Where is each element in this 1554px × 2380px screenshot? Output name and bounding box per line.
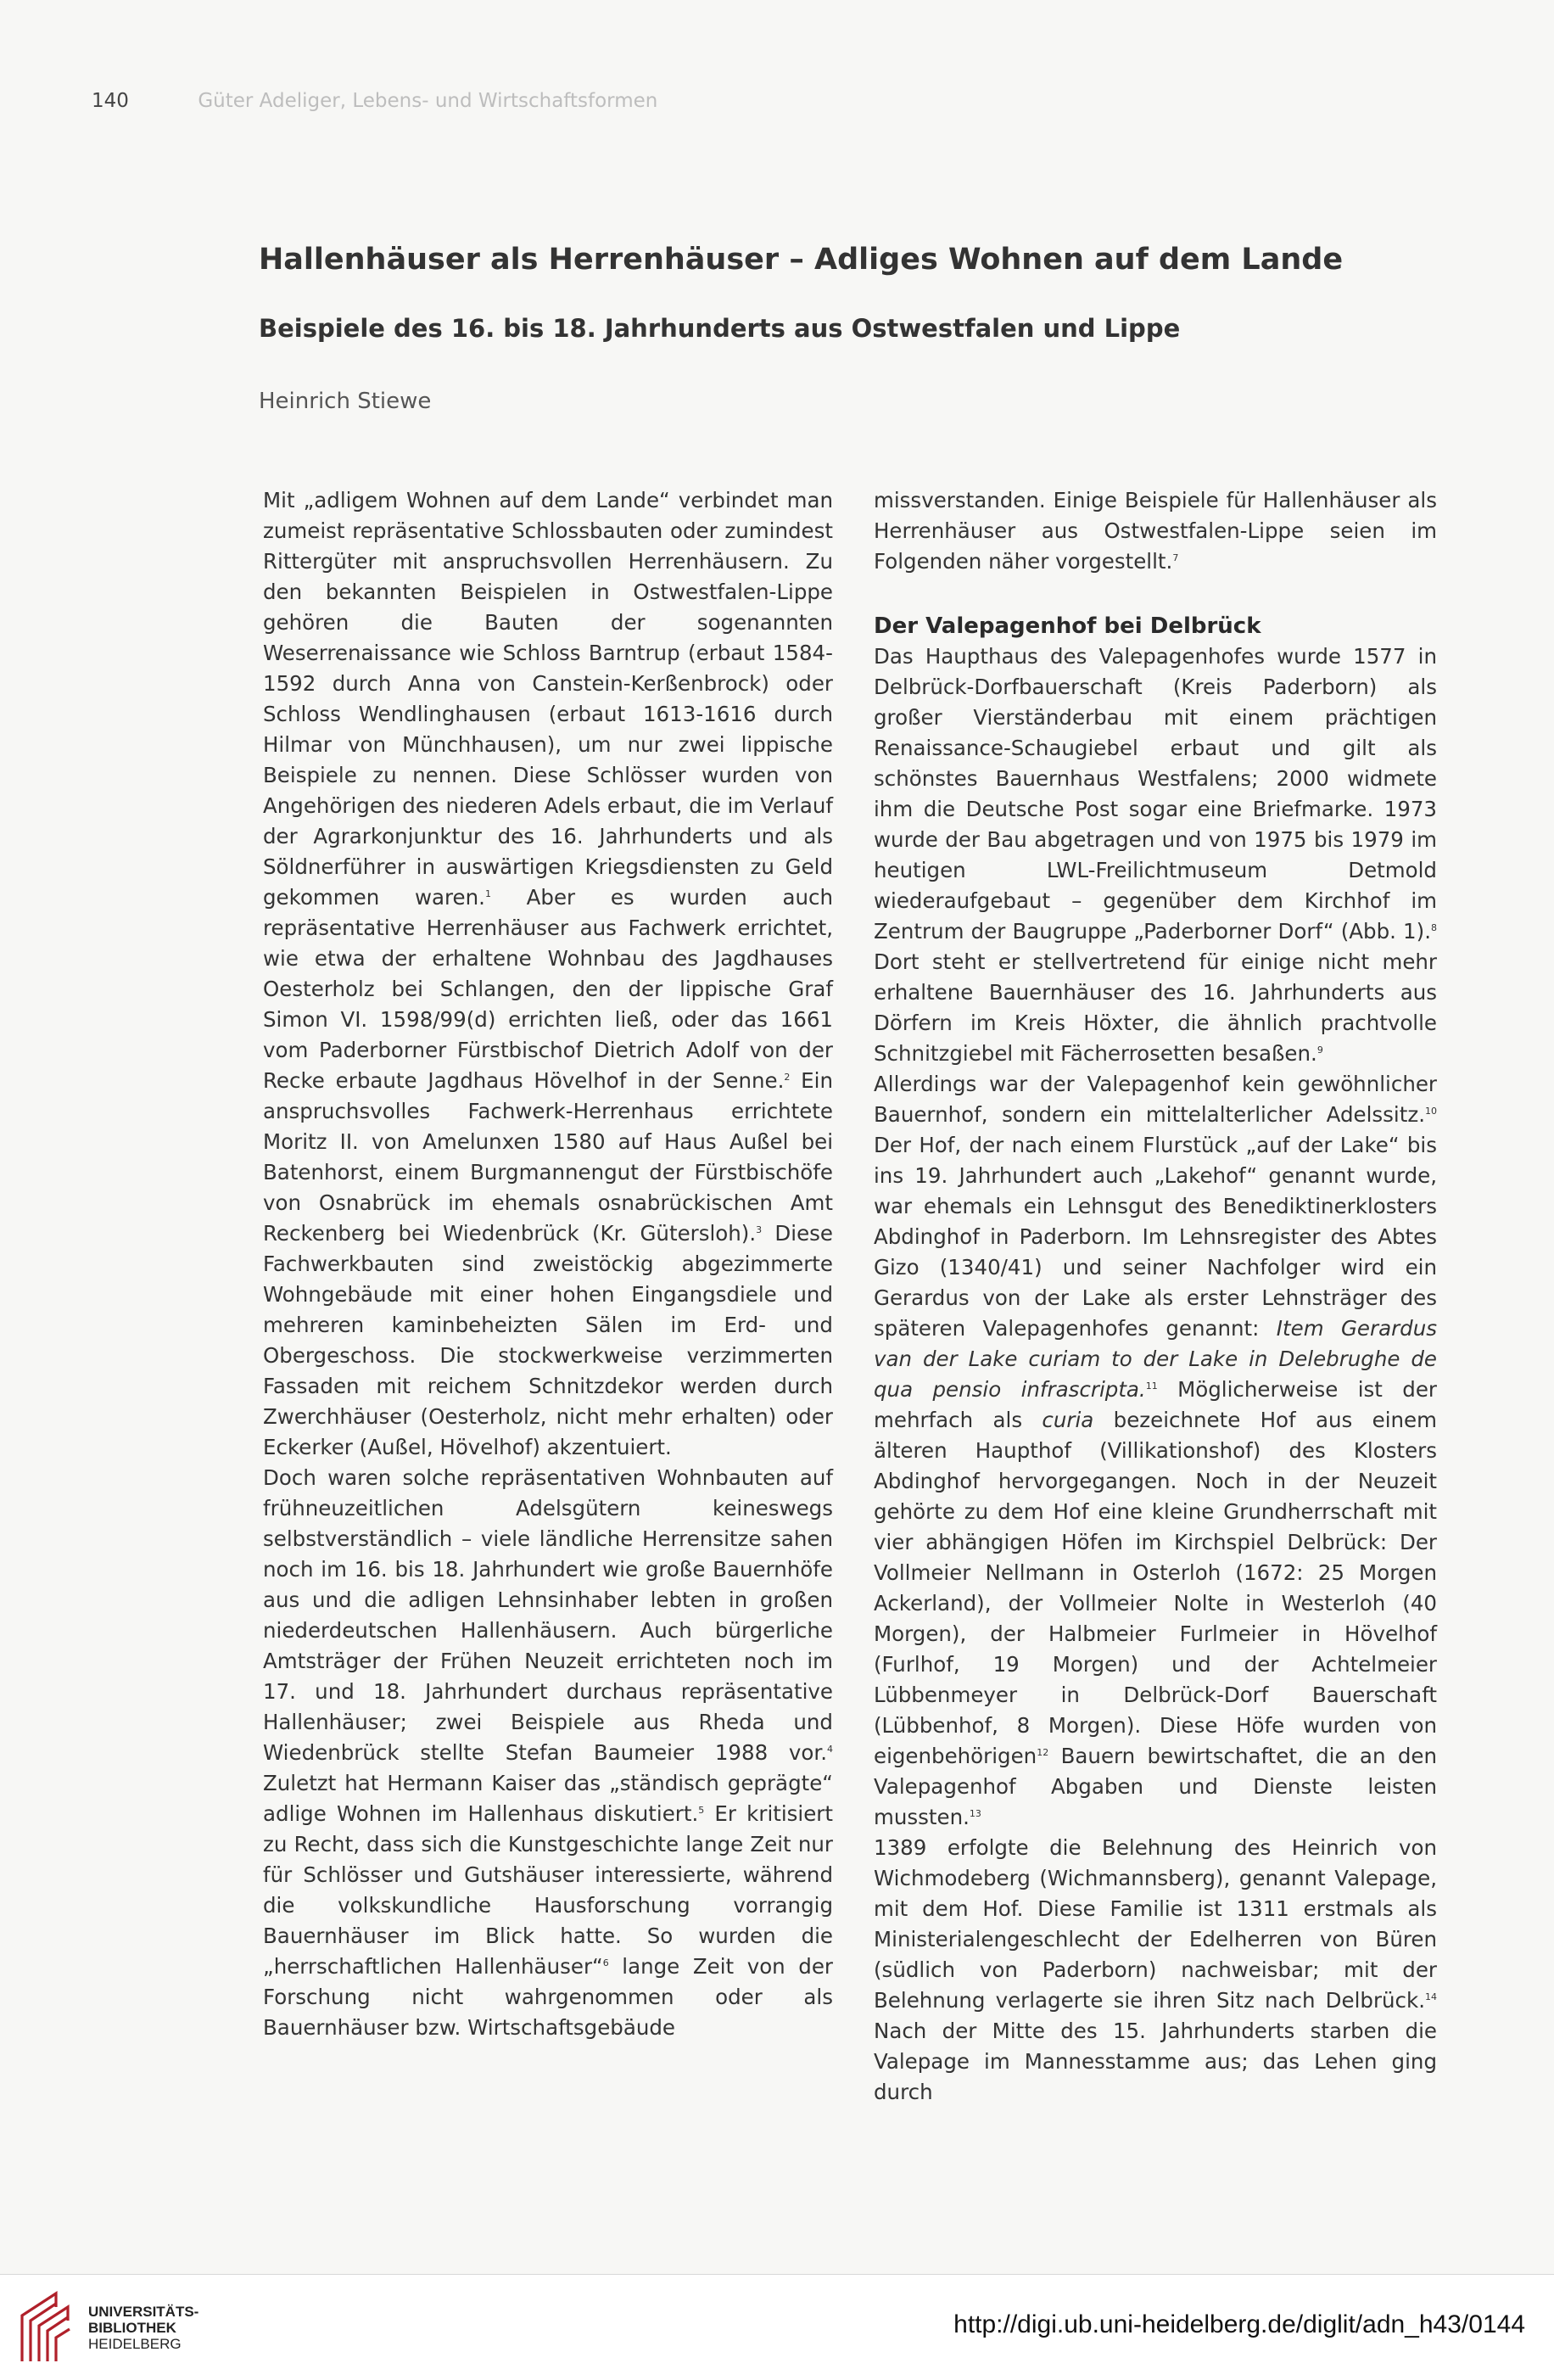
paragraph: Doch waren solche repräsentativen Wohnbauten auf frühneuzeitlichen Adelsgütern keineswegs selbstverständlich – viele ländliche Herrensitze sahen noch im 16. bis 18. Jahrhundert wie große Bauernhöfe aus und die adligen Lehnsinhaber lebten in großen niederdeutschen Hallenhäusern. Auch bürgerliche Amtsträger der Frühen Neuzeit errichteten noch im 17. und 18. Jahrhundert durchaus repräsentative Hallenhäuser; zwei Beispiele aus Rheda und Wiedenbrück stellte Stefan Baumeier 1988 vor.$^4$ Zuletzt hat Hermann Kaiser das „ständisch geprägte“ adlige Wohnen im Hallenhaus diskutiert.$^5$ Er kritisiert zu Recht, dass sich die Kunstgeschichte lange Zeit nur für Schlösser und Gutshäuser interessierte, während die volkskundliche Hausforschung vorrangig Bauernhäuser im Blick hatte. So wurden die „herrschaftlichen Hallenhäuser“$^6$ lange Zeit von der Forschung nicht wahrgenommen oder als Bauernhäuser bzw. Wirtschaftsgebäude xyxy=(263,1465,833,2040)
footnote-marker[interactable]: 1 xyxy=(484,888,491,899)
footnote-marker[interactable]: 4 xyxy=(827,1744,833,1755)
running-title: Güter Adeliger, Lebens- und Wirtschaftsformen xyxy=(198,90,658,112)
page-number: 140 xyxy=(92,90,129,112)
footnote-marker[interactable]: 10 xyxy=(1425,1106,1437,1117)
footnote-marker[interactable]: 12 xyxy=(1037,1747,1049,1758)
left-column xyxy=(263,485,833,2043)
footnote-marker[interactable]: 7 xyxy=(1172,552,1179,563)
right-column xyxy=(874,485,1437,2108)
digitization-footer xyxy=(0,2274,1554,2380)
latin-term: curia xyxy=(1042,1408,1094,1432)
footnote-marker[interactable]: 3 xyxy=(756,1224,763,1235)
paragraph: 1389 erfolgte die Belehnung des Heinrich von Wichmodeberg (Wichmannsberg), genannt Valepage, mit dem Hof. Diese Familie ist 1311 erstmals als Ministerialengeschlecht der Edelherren von Büren (südlich von Paderborn) nachweisbar; mit der Belehnung verlagerte sie ihren Sitz nach Delbrück.$^{14}$ Nach der Mitte des 15. Jahrhunderts starben die Valepage im Mannesstamme aus; das Lehen ging durch xyxy=(874,1835,1437,2104)
footnote-marker[interactable]: 11 xyxy=(1145,1380,1158,1392)
article-subtitle: Beispiele des 16. bis 18. Jahrhunderts aus Ostwestfalen und Lippe xyxy=(259,314,1181,343)
paragraph: Das Haupthaus des Valepagenhofes wurde 1577 in Delbrück-Dorfbauerschaft (Kreis Paderborn) als großer Vierständerbau mit einem prächtigen Renaissance-Schaugiebel erbaut und gilt als schönstes Bauernhaus Westfalens; 2000 widmete ihm die Deutsche Post sogar eine Briefmarke. 1973 wurde der Bau abgetragen und von 1975 bis 1979 im heutigen LWL-Freilichtmuseum Detmold wiederaufgebaut – gegenüber dem Kirchhof im Zentrum der Baugruppe „Paderborner Dorf“ (Abb. 1).$^8$ Dort steht er stellvertretend für einige nicht mehr erhaltene Bauernhäuser des 16. Jahrhunderts aus Dörfern im Kreis Höxter, die ähnlich prachtvolle Schnitzgiebel mit Fächerrosetten besaßen.$^9$ xyxy=(874,644,1437,1066)
footnote-marker[interactable]: 6 xyxy=(602,1957,609,1968)
source-url[interactable]: http://digi.ub.uni-heidelberg.de/diglit/adn_h43/0144 xyxy=(953,2310,1525,2338)
footnote-marker[interactable]: 9 xyxy=(1316,1044,1323,1056)
footnote-marker[interactable]: 2 xyxy=(784,1072,791,1083)
article-author: Heinrich Stiewe xyxy=(259,389,432,414)
footnote-marker[interactable]: 13 xyxy=(969,1808,981,1819)
ub-heidelberg-logo-icon[interactable] xyxy=(17,2290,75,2365)
library-name: UNIVERSITÄTS- BIBLIOTHEK HEIDELBERG xyxy=(88,2304,199,2352)
paragraph: Allerdings war der Valepagenhof kein gewöhnlicher Bauernhof, sondern ein mittelalterlicher Adelssitz.$^{10}$ Der Hof, der nach einem Flurstück „auf der Lake“ bis ins 19. Jahrhundert auch „Lakehof“ genannt wurde, war ehemals ein Lehnsgut des Benediktinerklosters Abdinghof in Paderborn. Im Lehnsregister des Abtes Gizo (1340/41) und seiner Nachfolger wird ein Gerardus von der Lake als erster Lehnsträger des späteren Valepagenhofes genannt: Item Gerardus van der Lake curiam to der Lake in Delebrughe de qua pensio infrascripta.$^{11}$ Möglicherweise ist der mehrfach als curia bezeichnete Hof aus einem älteren Haupthof (Villikationshof) des Klosters Abdinghof hervorgegangen. Noch in der Neuzeit gehörte zu dem Hof eine kleine Grundherrschaft mit vier abhängigen Höfen im Kirchspiel Delbrück: Der Vollmeier Nellmann in Osterloh (1672: 25 Morgen Ackerland), der Vollmeier Nolte in Westerloh (40 Morgen), der Halbmeier Furlmeier in Hövelhof (Furlhof, 19 Morgen) und der Achtelmeier Lübbenmeyer in Delbrück-Dorf Bauerschaft (Lübbenhof, 8 Morgen). Diese Höfe wurden von eigenbehörigen$^{12}$ Bauern bewirtschaftet, die an den Valepagenhof Abgaben und Dienste leisten mussten.$^{13}$ xyxy=(874,1072,1437,1829)
footnote-marker[interactable]: 14 xyxy=(1425,1991,1437,2002)
footnote-marker[interactable]: 8 xyxy=(1431,922,1437,933)
running-head xyxy=(92,90,657,112)
paragraph: Mit „adligem Wohnen auf dem Lande“ verbindet man zumeist repräsentative Schlossbauten oder zumindest Rittergüter mit anspruchsvollen Herrenhäusern. Zu den bekannten Beispielen in Ostwestfalen-Lippe gehören die Bauten der sogenannten Weserrenaissance wie Schloss Barntrup (erbaut 1584-1592 durch Anna von Canstein-Kerßenbrock) oder Schloss Wendlinghausen (erbaut 1613-1616 durch Hilmar von Münchhausen), um nur zwei lippische Beispiele zu nennen. Diese Schlösser wurden von Angehörigen des niederen Adels erbaut, die im Verlauf der Agrarkonjunktur des 16. Jahrhunderts und als Söldnerführer in auswärtigen Kriegsdiensten zu Geld gekommen waren.$^1$ Aber es wurden auch repräsentative Herrenhäuser aus Fachwerk errichtet, wie etwa der erhaltene Wohnbau des Jagdhauses Oesterholz bei Schlangen, den der lippische Graf Simon VI. 1598/99(d) errichten ließ, oder das 1661 vom Paderborner Fürstbischof Dietrich Adolf von der Recke erbaute Jagdhaus Hövelhof in der Senne.$^2$ Ein anspruchsvolles Fachwerk-Herrenhaus errichtete Moritz II. von Amelunxen 1580 auf Haus Außel bei Batenhorst, einem Burgmannengut der Fürstbischöfe von Osnabrück im ehemals osnabrückischen Amt Reckenberg bei Wiedenbrück (Kr. Gütersloh).$^3$ Diese Fachwerkbauten sind zweistöckig abgezimmerte Wohngebäude mit einer hohen Eingangsdiele und mehreren kaminbeheizten Sälen im Erd- und Obergeschoss. Die stockwerkweise verzimmerten Fassaden mit reichem Schnitzdekor werden durch Zwerchhäuser (Oesterholz, nicht mehr erhalten) oder Eckerker (Außel, Hövelhof) akzentuiert. xyxy=(263,488,834,1459)
section-heading: Der Valepagenhof bei Delbrück xyxy=(874,613,1261,639)
paragraph: missverstanden. Einige Beispiele für Hallenhäuser als Herrenhäuser aus Ostwestfalen-Lippe seien im Folgenden näher vorgestellt.$^7$ xyxy=(874,488,1437,574)
article-title: Hallenhäuser als Herrenhäuser – Adliges Wohnen auf dem Lande xyxy=(259,243,1344,277)
footnote-marker[interactable]: 5 xyxy=(698,1805,705,1816)
latin-quote: Item Gerardus van der Lake curiam to der Lake in Delebrughe de qua pensio infrascripta. xyxy=(874,1316,1437,1402)
